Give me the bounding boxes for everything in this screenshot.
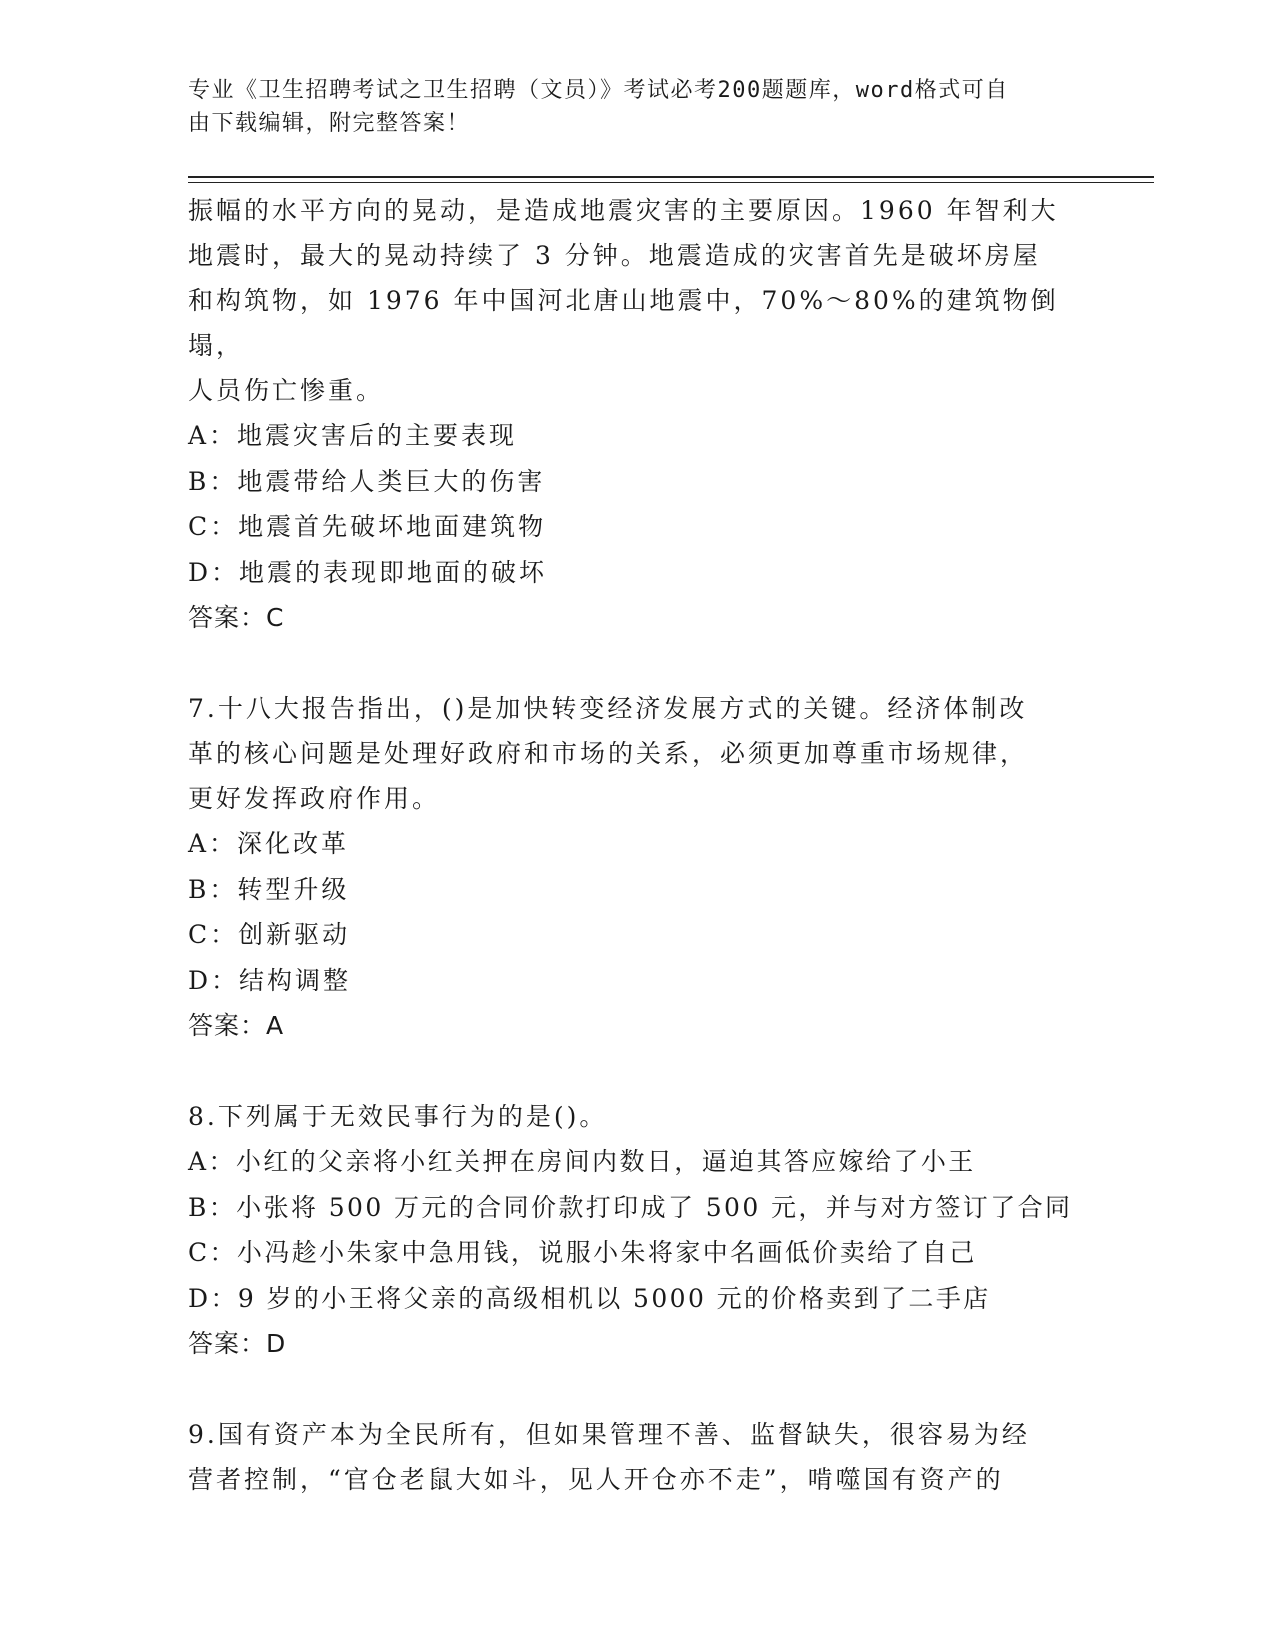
header-divider-thin [188,182,1154,183]
document-body [188,188,1088,1502]
question-6-option-d: D：地震的表现即地面的破坏 [188,557,548,587]
question-6-stem-line: 人员伤亡惨重。 [188,376,385,405]
question-7-stem-line: 7.十八大报告指出，()是加快转变经济发展方式的关键。经济体制改 [188,694,1028,723]
question-7-option-d: D：结构调整 [188,965,352,995]
header-line-2: 由下载编辑，附完整答案！ [188,111,471,136]
spacer [188,1366,1088,1412]
question-8 [188,1094,1088,1366]
question-7-option-b: B：转型升级 [188,874,350,904]
header-divider-thick [188,176,1154,178]
question-7-option-c: C：创新驱动 [188,920,351,949]
question-9-stem-line: 营者控制，“官仓老鼠大如斗，见人开仓亦不走”，啃噬国有资产的 [188,1465,1004,1494]
question-8-option-c: C：小冯趁小朱家中急用钱，说服小朱将家中名画低价卖给了自己 [188,1238,977,1267]
question-7-answer: 答案：A [188,1011,285,1040]
question-6 [188,188,1088,640]
question-6-stem-line: 和构筑物，如 1976 年中国河北唐山地震中，70%～80%的建筑物倒塌， [188,286,1059,360]
question-6-stem-line: 地震时，最大的晃动持续了 3 分钟。地震造成的灾害首先是破坏房屋 [188,241,1041,270]
question-6-answer: 答案：C [188,603,285,632]
question-9 [188,1412,1088,1502]
question-8-option-b: B：小张将 500 万元的合同价款打印成了 500 元，并与对方签订了合同 [188,1192,1073,1222]
question-6-option-c: C：地震首先破坏地面建筑物 [188,512,547,541]
question-8-option-a: A：小红的父亲将小红关押在房间内数日，逼迫其答应嫁给了小王 [188,1147,976,1176]
question-7-stem-line: 更好发挥政府作用。 [188,784,441,813]
spacer [188,640,1088,686]
question-8-stem-line: 8.下列属于无效民事行为的是()。 [188,1102,608,1131]
question-7 [188,686,1088,1048]
question-9-stem-line: 9.国有资产本为全民所有，但如果管理不善、监督缺失，很容易为经 [188,1420,1030,1449]
header-line-1: 专业《卫生招聘考试之卫生招聘（文员）》考试必考200题题库，word格式可自 [188,78,1009,103]
question-6-option-b: B：地震带给人类巨大的伤害 [188,466,546,496]
question-7-stem-line: 革的核心问题是处理好政府和市场的关系，必须更加尊重市场规律， [188,739,1029,768]
question-7-option-a: A：深化改革 [188,829,350,858]
question-6-option-a: A：地震灾害后的主要表现 [188,421,518,450]
spacer [188,1048,1088,1094]
question-8-option-d: D：9 岁的小王将父亲的高级相机以 5000 元的价格卖到了二手店 [188,1283,991,1313]
question-8-answer: 答案：D [188,1329,287,1358]
document-header [188,74,1068,140]
question-6-stem-line: 振幅的水平方向的晃动，是造成地震灾害的主要原因。1960 年智利大 [188,196,1059,225]
